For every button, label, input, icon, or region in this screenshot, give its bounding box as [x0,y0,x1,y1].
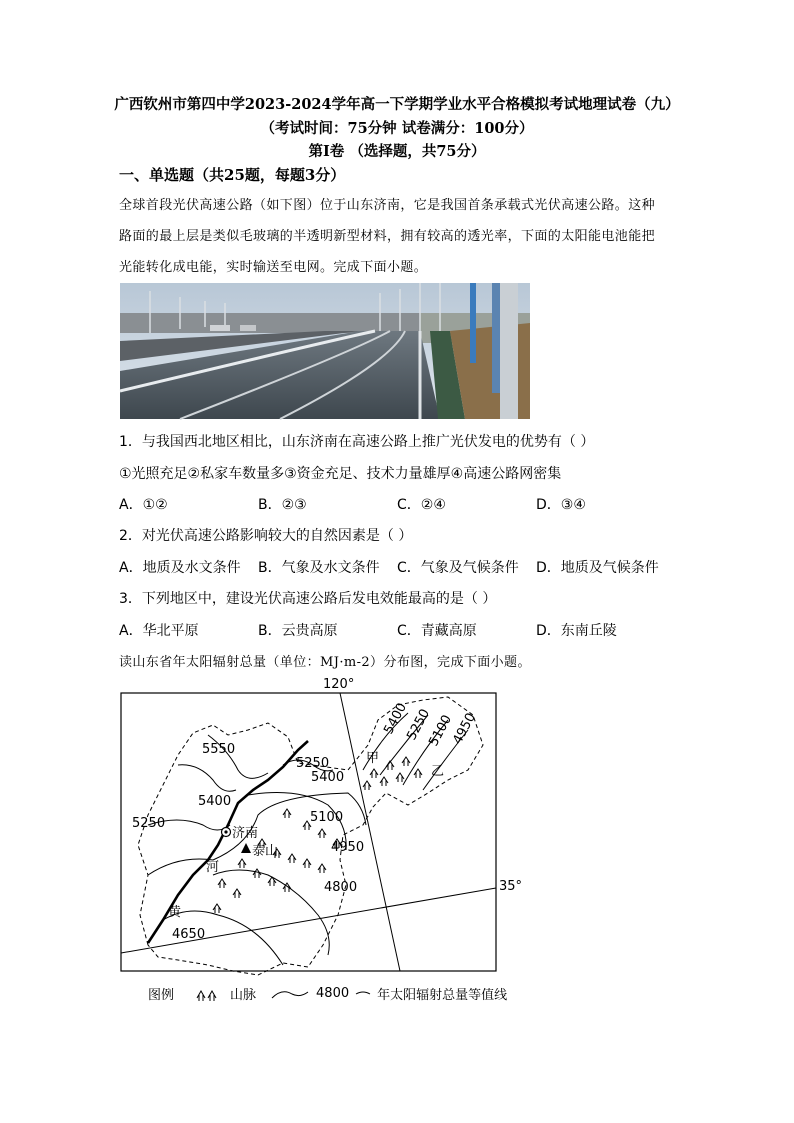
intro-line-2: 路面的最上层是类似毛玻璃的半透明新型材料，拥有较高的透光率，下面的太阳能电池能把 [119,229,656,244]
latitude-label: 35° [499,879,523,894]
isoline-tail-icon [355,986,371,1002]
river-char-huang: 黄 [168,905,182,920]
intro-line-3: 光能转化成电能，实时输送至电网。完成下面小题。 [119,260,428,275]
jinan-label: 济南 [232,826,259,841]
contour-line [213,870,329,955]
taishan-marker [241,843,251,853]
contour-value: 5400 [381,700,411,737]
taishan-label: 泰山 [252,844,279,859]
contour-line [178,765,236,791]
contour-value: 5550 [202,742,236,757]
place-jia: 甲 [366,751,380,766]
question-3-option-b[interactable]: B．云贵高原 [258,623,338,639]
question-1-option-d[interactable]: D．③④ [536,497,586,513]
map-legend [148,984,507,1003]
question-1-statements: ①光照充足②私家车数量多③资金充足、技术力量雄厚④高速公路网密集 [119,466,562,482]
intro-line-1: 全球首段光伏高速公路（如下图）位于山东济南，它是我国首条承载式光伏高速公路。这种 [119,198,656,213]
contour-value: 5250 [296,756,330,771]
isoline-legend-icon [270,986,310,1002]
mountain-legend-icon [194,986,224,1002]
question-1-stem: 1．与我国西北地区相比，山东济南在高速公路上推广光伏发电的优势有（ ） [119,434,595,450]
contour-value: 5100 [310,810,344,825]
part-title: 第I卷 （选择题，共75分） [308,143,486,160]
contour-value: 5250 [404,706,434,743]
contour-value: 4800 [324,880,358,895]
question-2-option-a[interactable]: A．地质及水文条件 [119,560,241,576]
solar-highway-photo [120,283,530,419]
legend-isoline-desc: 年太阳辐射总量等值线 [377,988,508,1003]
river-char-he: 河 [206,860,220,875]
question-3-option-c[interactable]: C．青藏高原 [397,623,477,639]
map-intro: 读山东省年太阳辐射总量（单位：MJ·m-2）分布图，完成下面小题。 [119,655,531,670]
exam-title: 广西钦州市第四中学2023-2024学年高一下学期学业水平合格模拟考试地理试卷（九） [114,96,680,113]
question-3-stem: 3．下列地区中，建设光伏高速公路后发电效能最高的是（ ） [119,591,497,607]
section-heading: 一、单选题（共25题，每题3分） [119,166,346,184]
question-3-option-d[interactable]: D．东南丘陵 [536,623,617,639]
solar-radiation-map [118,675,523,1003]
longitude-label: 120° [323,677,355,692]
exam-time-score: （考试时间：75分钟 试卷满分：100分） [260,120,534,137]
legend-isoline-value: 4800 [316,986,350,1001]
question-1-option-b[interactable]: B．②③ [258,497,307,513]
question-2-stem: 2．对光伏高速公路影响较大的自然因素是（ ） [119,528,413,544]
contour-value: 5250 [132,816,166,831]
question-2-option-d[interactable]: D．地质及气候条件 [536,560,659,576]
question-1-option-a[interactable]: A．①② [119,497,168,513]
contour-value: 5400 [311,770,345,785]
question-1-option-c[interactable]: C．②④ [397,497,446,513]
legend-label: 图例 [148,988,175,1003]
contour-value: 5400 [198,794,232,809]
contour-value: 4650 [172,927,206,942]
question-2-option-c[interactable]: C．气象及气候条件 [397,560,519,576]
question-3-option-a[interactable]: A．华北平原 [119,623,199,639]
question-2-option-b[interactable]: B．气象及水文条件 [258,560,380,576]
place-yi: 乙 [431,764,445,779]
contour-value: 4950 [331,840,365,855]
legend-mountain: 山脉 [230,988,257,1003]
contour-value: 4950 [450,710,480,747]
contour-value: 5100 [426,712,456,749]
